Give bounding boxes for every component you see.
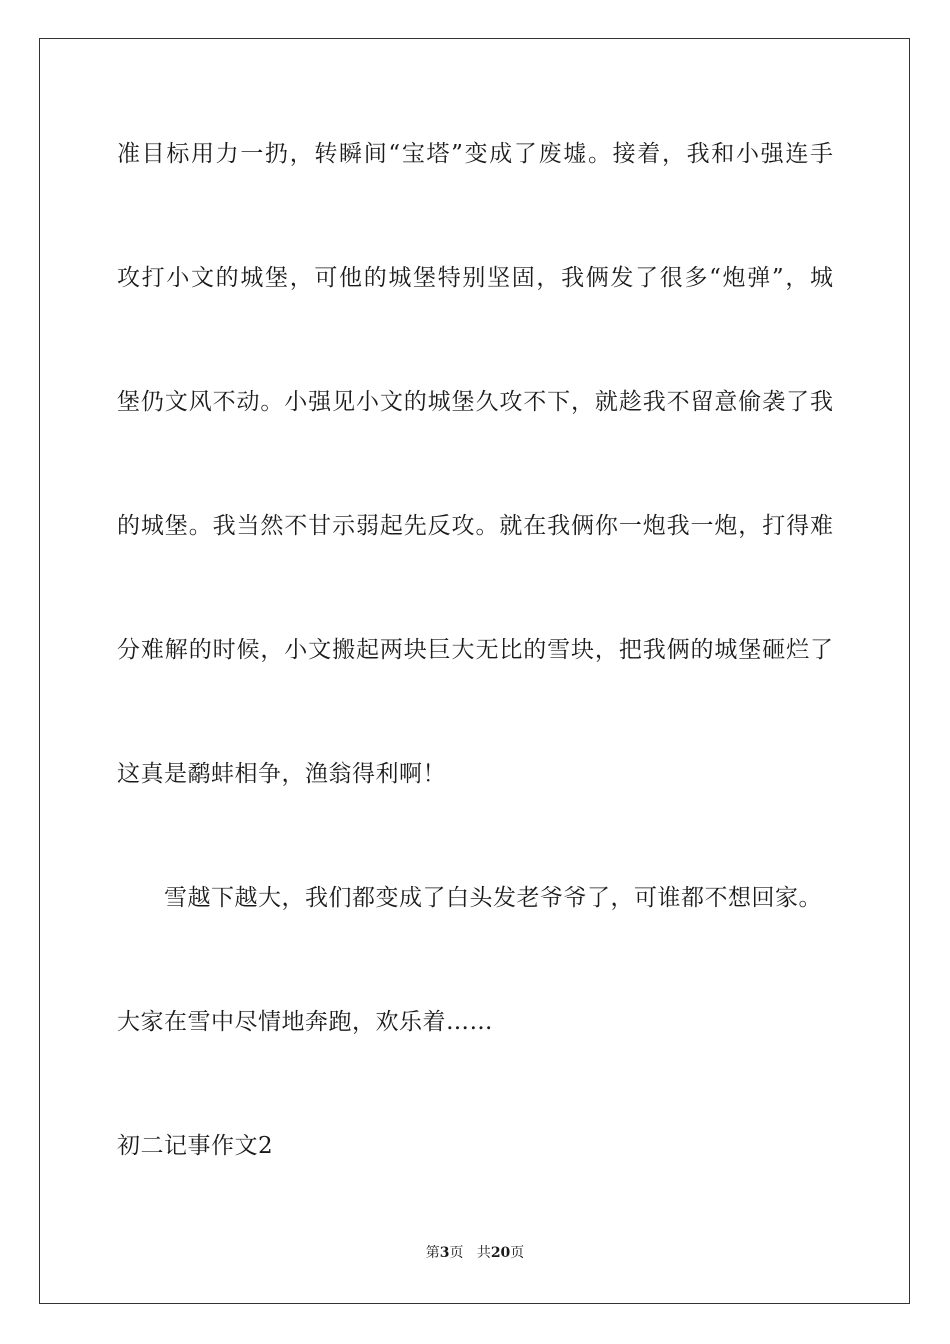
page-suffix: 页 <box>449 1245 464 1261</box>
text-line-6: 这真是鹬蚌相争，渔翁得利啊！ <box>117 761 446 787</box>
text-line-5: 分难解的时候，小文搬起两块巨大无比的雪块，把我俩的城堡砸烂了 <box>117 637 833 663</box>
total-pages: 20 <box>490 1245 511 1261</box>
text-line-3: 堡仍文风不动。小强见小文的城堡久攻不下，就趁我不留意偷袭了我 <box>117 389 833 415</box>
page-border <box>39 38 910 1304</box>
text-line-1: 准目标用力一扔，转瞬间“宝塔”变成了废墟。接着，我和小强连手 <box>117 141 833 167</box>
text-line-2: 攻打小文的城堡，可他的城堡特别坚固，我俩发了很多“炮弹”，城 <box>117 265 833 291</box>
total-suffix: 页 <box>510 1245 525 1261</box>
text-line-4: 的城堡。我当然不甘示弱起先反攻。就在我俩你一炮我一炮，打得难 <box>117 513 833 539</box>
section-heading: 初二记事作文2 <box>117 1133 274 1159</box>
page-footer <box>0 1244 950 1262</box>
page-prefix: 第 <box>425 1245 440 1261</box>
paragraph-line-indented: 雪越下越大，我们都变成了白头发老爷爷了，可谁都不想回家。 <box>164 885 822 911</box>
page-number: 3 <box>439 1245 450 1261</box>
total-prefix: 共 <box>476 1245 491 1261</box>
text-line-8: 大家在雪中尽情地奔跑，欢乐着…… <box>117 1009 493 1035</box>
